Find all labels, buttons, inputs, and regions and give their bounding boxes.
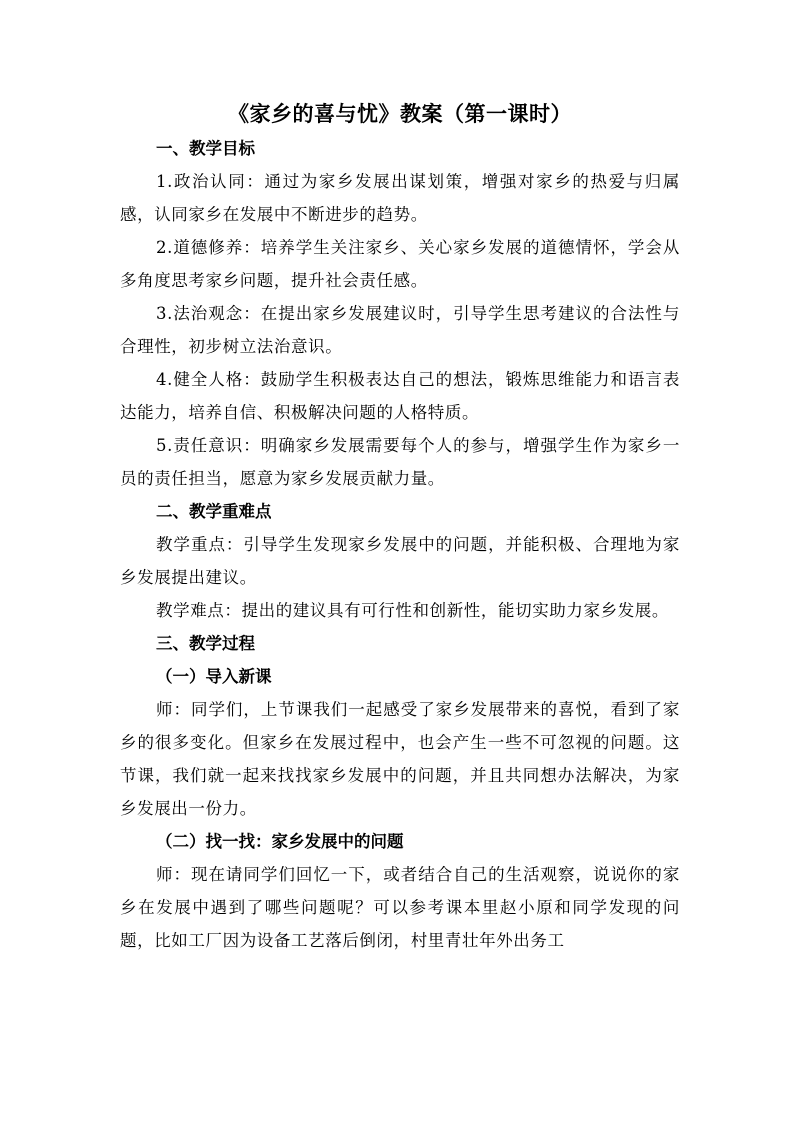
objective-responsibility: 5.责任意识：明确家乡发展需要每个人的参与，增强学生作为家乡一员的责任担当，愿意为家乡发展贡献力量。 — [120, 436, 680, 488]
objective-personality: 4.健全人格：鼓励学生积极表达自己的想法，锻炼思维能力和语言表达能力，培养自信、积极解决问题的人格特质。 — [120, 370, 680, 422]
document-title: 《家乡的喜与忧》教案（第一课时） — [228, 101, 572, 126]
intro-paragraph: 师：同学们，上节课我们一起感受了家乡发展带来的喜悦，看到了家乡的很多变化。但家乡在发展过程中，也会产生一些不可忽视的问题。这节课，我们就一起来找找家乡发展中的问题，并且共同想办法解决，为家乡发展出一份力。 — [120, 700, 680, 818]
subsection-heading-find-problems: （二）找一找：家乡发展中的问题 — [156, 832, 404, 851]
find-problems-paragraph: 师：现在请同学们回忆一下，或者结合自己的生活观察，说说你的家乡在发展中遇到了哪些问题呢？可以参考课本里赵小原和同学发现的问题，比如工厂因为设备工艺落后倒闭，村里青壮年外出务工 — [120, 865, 680, 950]
objective-political: 1.政治认同：通过为家乡发展出谋划策，增强对家乡的热爱与归属感，认同家乡在发展中不断进步的趋势。 — [120, 172, 680, 224]
section-heading-objectives: 一、教学目标 — [156, 139, 255, 158]
section-heading-key-points: 二、教学重难点 — [156, 502, 272, 521]
section-heading-process: 三、教学过程 — [156, 634, 255, 653]
objective-law: 3.法治观念：在提出家乡发展建议时，引导学生思考建议的合法性与合理性，初步树立法治意识。 — [120, 304, 680, 356]
subsection-heading-intro: （一）导入新课 — [156, 667, 272, 686]
key-point-paragraph: 教学重点：引导学生发现家乡发展中的问题，并能积极、合理地为家乡发展提出建议。 — [120, 535, 680, 587]
difficulty-paragraph: 教学难点：提出的建议具有可行性和创新性，能切实助力家乡发展。 — [156, 601, 669, 620]
objective-moral: 2.道德修养：培养学生关注家乡、关心家乡发展的道德情怀，学会从多角度思考家乡问题，提升社会责任感。 — [120, 238, 680, 290]
document-page — [120, 98, 680, 957]
